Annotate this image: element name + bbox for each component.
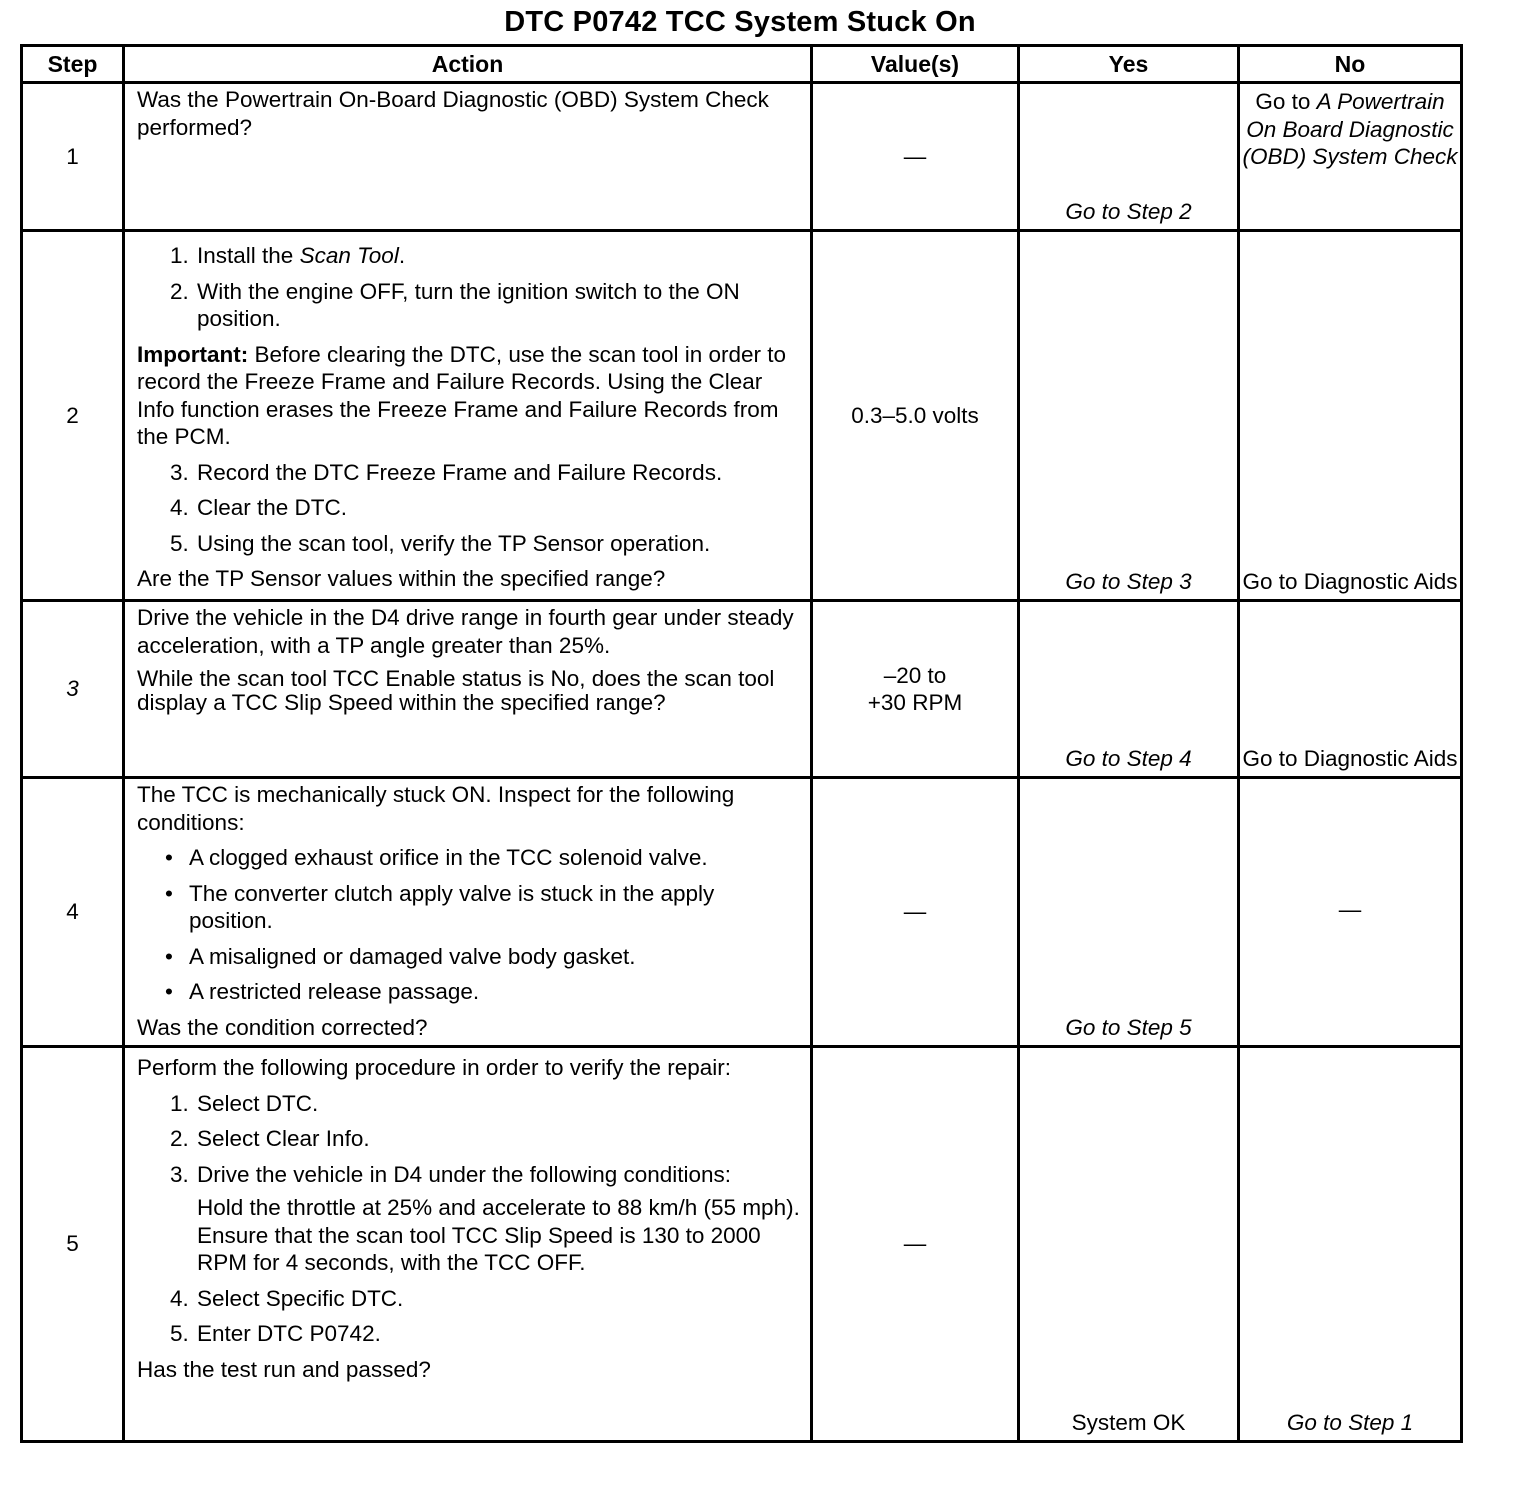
table-row [22,601,1462,778]
value-line: +30 RPM [867,690,963,715]
step-number: 2 [22,231,124,601]
value-line: –20 to [883,662,947,688]
action-question: Has the test run and passed? [137,1356,431,1382]
value-cell: — [812,1047,1019,1442]
action-cell [124,231,812,601]
table-row [22,231,1462,601]
no-cell [1239,83,1462,231]
action-cell [124,778,812,1047]
value-cell: — [812,83,1019,231]
action-text: Perform the following procedure in order to verify the repair: [137,1055,732,1080]
no-cell: — [1239,778,1462,1047]
action-text: Was the Powertrain On-Board Diagnostic (OBD) System Check performed? [137,87,769,140]
action-text: Drive the vehicle in the D4 drive range in fourth gear under steady acceleration, with a TP angle greater than 25%. [137,605,794,658]
action-cell [124,601,812,778]
no-link: A Powertrain On Board Diagnostic (OBD) System Check [1242,89,1458,169]
list-item: • The converter clutch apply valve is stuck in the apply position. [187,880,802,935]
yes-cell: System OK [1019,1047,1239,1442]
action-question: While the scan tool TCC Enable status is No, does the scan tool display a TCC Slip Speed within the specified range? [137,666,775,715]
header-step: Step [22,46,124,83]
list-item: • A misaligned or damaged valve body gasket. [187,943,802,971]
header-values: Value(s) [812,46,1019,83]
list-item: 5. Using the scan tool, verify the TP Sensor operation. [195,530,802,558]
no-cell: Go to Diagnostic Aids [1239,601,1462,778]
step-number: 4 [22,778,124,1047]
yes-cell: Go to Step 2 [1019,83,1239,231]
no-cell: Go to Step 1 [1239,1047,1462,1442]
procedure-list [137,459,802,558]
list-item: • A clogged exhaust orifice in the TCC solenoid valve. [187,844,802,872]
procedure-list [137,242,802,333]
yes-cell: Go to Step 4 [1019,601,1239,778]
list-item: 3. Drive the vehicle in D4 under the following conditions: Hold the throttle at 25% and accelerate to 88 km/h (55 mph). Ensure that the scan tool TCC Slip Speed is 130 to 2000 RPM for 4 seconds, with the TCC OFF. [195,1161,802,1277]
header-row [22,46,1462,83]
value-cell: — [812,778,1019,1047]
page-title: DTC P0742 TCC System Stuck On [504,6,976,38]
action-cell [124,83,812,231]
no-prefix: Go to [1255,89,1311,114]
procedure-list [137,1090,802,1348]
list-item: 2. Select Clear Info. [195,1125,802,1153]
header-action: Action [124,46,812,83]
table-row [22,83,1462,231]
list-item: 5. Enter DTC P0742. [195,1320,802,1348]
yes-cell: Go to Step 5 [1019,778,1239,1047]
value-cell: 0.3–5.0 volts [812,231,1019,601]
list-item: • A restricted release passage. [187,978,802,1006]
header-yes: Yes [1019,46,1239,83]
diagnostic-table [20,44,1463,1443]
list-item: 4. Clear the DTC. [195,494,802,522]
sub-detail: Hold the throttle at 25% and accelerate to 88 km/h (55 mph). Ensure that the scan tool TCC Slip Speed is 130 to 2000 RPM for 4 seconds, with the TCC OFF. [197,1195,800,1275]
list-item: 4. Select Specific DTC. [195,1285,802,1313]
step-number: 3 [22,601,124,778]
header-no: No [1239,46,1462,83]
yes-cell: Go to Step 3 [1019,231,1239,601]
action-text: The TCC is mechanically stuck ON. Inspect for the following conditions: [137,782,735,835]
list-item: 2. With the engine OFF, turn the ignition switch to the ON position. [195,278,802,333]
no-cell: Go to Diagnostic Aids [1239,231,1462,601]
action-question: Was the condition corrected? [137,1014,428,1040]
step-number: 1 [22,83,124,231]
list-item: 3. Record the DTC Freeze Frame and Failure Records. [195,459,802,487]
important-note: Important: Before clearing the DTC, use the scan tool in order to record the Freeze Frame and Failure Records. Using the Clear Info function erases the Freeze Frame and Failure Records from the PCM. [137,341,787,449]
list-item: 1. Install the Scan Tool. [195,242,802,270]
list-item: 1. Select DTC. [195,1090,802,1118]
action-question: Are the TP Sensor values within the specified range? [137,566,666,591]
conditions-list [137,844,802,1006]
table-row [22,1047,1462,1442]
action-cell [124,1047,812,1442]
step-number: 5 [22,1047,124,1442]
table-row [22,778,1462,1047]
value-cell [812,601,1019,778]
